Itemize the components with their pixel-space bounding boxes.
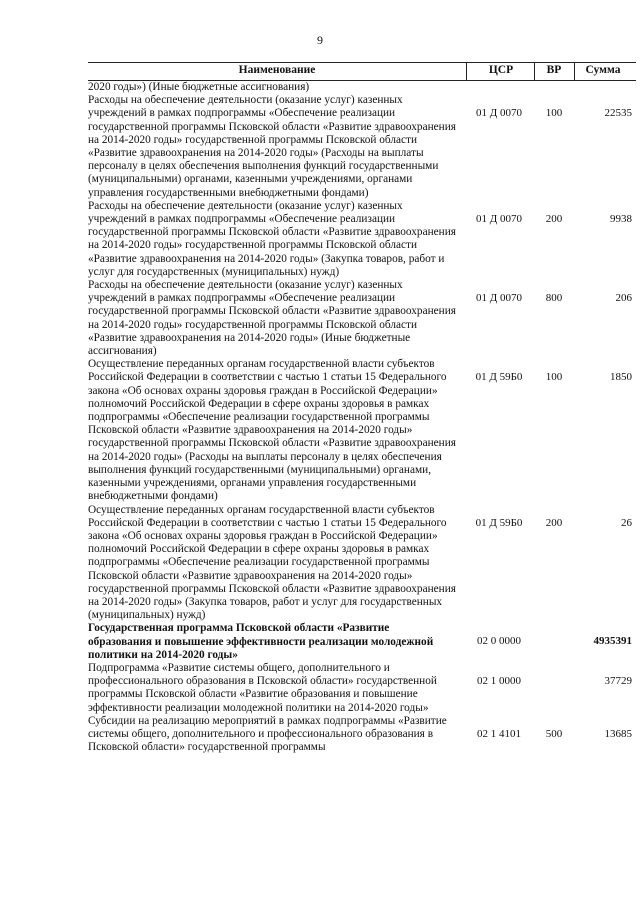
- row-name: Осуществление переданных органам государственной власти субъектов Российской Федерации в соответствии с частью 1 статьи 15 Федерального закона «Об основах охраны здоровья граждан в Российской Федерации» полномочий Российской Федерации в сфере охраны здоровья в рамках подпрограммы «Обеспечение реализации государственной программы Псковской области «Развитие здравоохранения на 2014-2020 годы» государственной программы Псковской области «Развитие здравоохранения на 2014-2020 годы» (Закупка товаров, работ и услуг для государственных (муниципальных) нужд): [88, 503, 456, 622]
- table-row: [88, 715, 636, 755]
- row-sum: 37729: [604, 674, 632, 687]
- table-row: [88, 358, 636, 503]
- row-csr: 02 1 0000: [477, 674, 521, 687]
- row-name: Субсидии на реализацию мероприятий в рамках подпрограммы «Развитие системы общего, дополнительного и профессионального образования в Псковской области» государственной программы: [88, 714, 447, 754]
- row-csr: 02 0 0000: [477, 635, 521, 648]
- row-sum: 22535: [604, 107, 632, 120]
- table-row: [88, 622, 636, 662]
- page-number: 9: [317, 33, 323, 47]
- row-name: 2020 годы») (Иные бюджетные ассигнования): [88, 81, 310, 93]
- row-sum: 26: [621, 516, 632, 529]
- row-sum: 13685: [604, 727, 632, 740]
- row-sum: 206: [615, 292, 632, 305]
- table-body: [88, 81, 636, 754]
- row-csr: 01 Д 0070: [475, 292, 522, 305]
- row-vr: 800: [545, 292, 563, 305]
- row-sum: 9938: [610, 212, 632, 225]
- table-row: [88, 279, 636, 358]
- table-row: [88, 504, 636, 623]
- row-sum: 1850: [610, 371, 632, 384]
- row-csr: 01 Д 59Б0: [475, 516, 523, 529]
- table-row: [88, 81, 636, 94]
- row-name: Расходы на обеспечение деятельности (оказание услуг) казенных учреждений в рамках подпрограммы «Обеспечение реализации государственной программы Псковской области «Развитие здравоохранения на 2014-2020 годы» государственной программы Псковской области «Развитие здравоохранения на 2014-2020 годы» (Иные бюджетные ассигнования): [88, 279, 456, 358]
- row-csr: 01 Д 59Б0: [475, 371, 523, 384]
- row-name: Государственная программа Псковской области «Развитие образования и повышение эффективности реализации молодежной политики на 2014-2020 годы»: [88, 622, 434, 661]
- table-header: [88, 62, 636, 81]
- table-row: [88, 94, 636, 200]
- row-csr: 01 Д 0070: [475, 212, 522, 225]
- row-sum: 4935391: [593, 635, 632, 648]
- row-name: Подпрограмма «Развитие системы общего, дополнительного и профессионального образования в Псковской области» государственной программы Псковской области «Развитие образования и повышение эффективности реализации молодежной политики на 2014-2020 годы»: [88, 661, 437, 714]
- table-row: [88, 662, 636, 715]
- table-row: [88, 200, 636, 279]
- header-sum: Сумма: [585, 64, 621, 76]
- row-vr: 100: [545, 107, 563, 120]
- row-csr: 02 1 4101: [477, 727, 521, 740]
- header-name: Наименование: [238, 64, 316, 76]
- row-name: Расходы на обеспечение деятельности (оказание услуг) казенных учреждений в рамках подпрограммы «Обеспечение реализации государственной программы Псковской области «Развитие здравоохранения на 2014-2020 годы» государственной программы Псковской области «Развитие здравоохранения на 2014-2020 годы» (Закупка товаров, работ и услуг для государственных (муниципальных) нужд): [88, 199, 456, 278]
- row-name: Расходы на обеспечение деятельности (оказание услуг) казенных учреждений в рамках подпрограммы «Обеспечение реализации государственной программы Псковской области «Развитие здравоохранения на 2014-2020 годы» государственной программы Псковской области «Развитие здравоохранения на 2014-2020 годы» (Расходы на выплаты персоналу в целях обеспечения выполнения функций государственными (муниципальными) органами, казенными учреждениями, органами управления государственными внебюджетными фондами): [88, 94, 456, 199]
- row-vr: 200: [545, 516, 563, 529]
- row-vr: 100: [545, 371, 563, 384]
- budget-table: [88, 62, 636, 754]
- row-csr: 01 Д 0070: [475, 107, 522, 120]
- row-vr: 500: [545, 727, 563, 740]
- header-vr: ВР: [546, 64, 562, 76]
- header-csr: ЦСР: [488, 64, 514, 76]
- row-name: Осуществление переданных органам государственной власти субъектов Российской Федерации в соответствии с частью 1 статьи 15 Федерального закона «Об основах охраны здоровья граждан в Российской Федерации» полномочий Российской Федерации в сфере охраны здоровья в рамках подпрограммы «Обеспечение реализации государственной программы Псковской области «Развитие здравоохранения на 2014-2020 годы» государственной программы Псковской области «Развитие здравоохранения на 2014-2020 годы» (Расходы на выплаты персоналу в целях обеспечения выполнения функций государственными (муниципальными) органами, казенными учреждениями, органами управления государственными внебюджетными фондами): [88, 358, 456, 503]
- row-vr: 200: [545, 212, 563, 225]
